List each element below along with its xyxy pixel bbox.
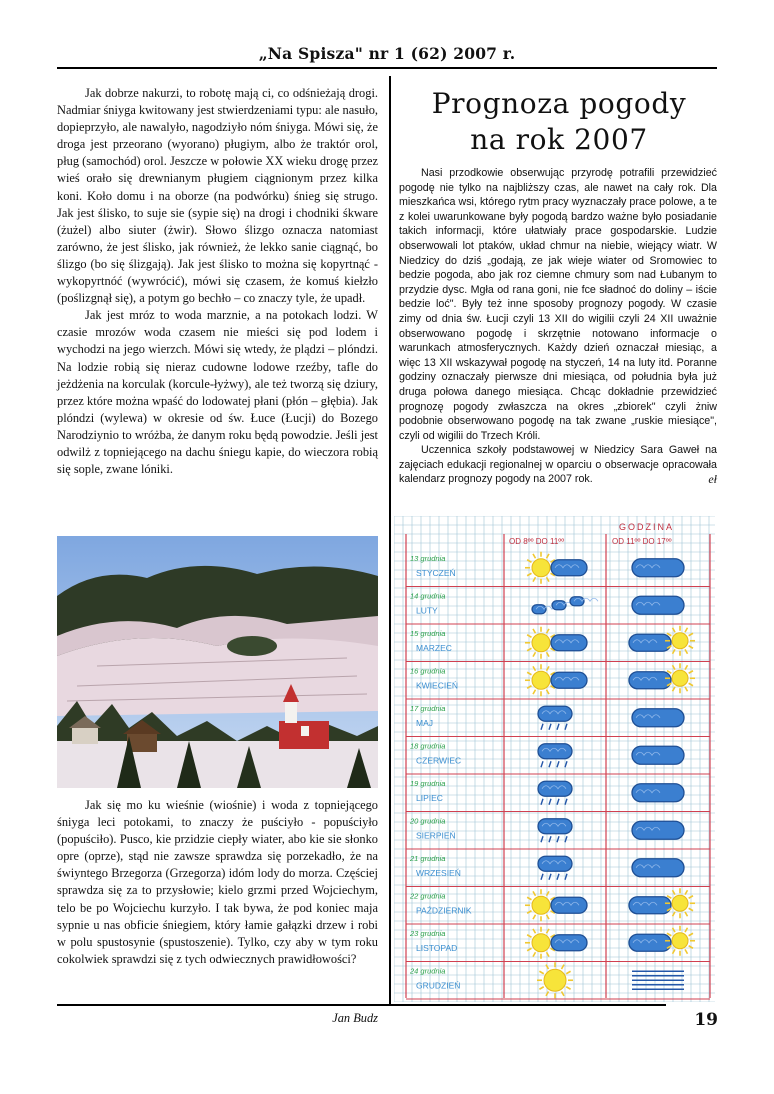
weather-cloud-icon [632, 559, 684, 577]
header-rule [57, 67, 717, 69]
calendar-month-label: MAJ [416, 718, 433, 728]
weather-cloud-icon [632, 746, 684, 764]
title-line-1: Prognoza pogody [431, 87, 687, 120]
weather-cloud-icon [632, 859, 684, 877]
weather-cloud-icon [632, 784, 684, 802]
right-article [399, 166, 717, 487]
calendar-date-label: 17 grudnia [410, 704, 446, 713]
calendar-date-label: 19 grudnia [410, 779, 446, 788]
weather-calendar-grid [394, 516, 715, 1002]
paragraph: Jak jest mróz to woda marznie, a na potokach lodzi. W czasie mrozów woda czasem nie mieści się pod lodem i wychodzi na jego wierzch. Mówi się wtedy, że plądzi – plóndzi. Na lodzie robią się nieraz cudowne lodowe rzeźby, tafle do jeżdżenia na korculak (korcule-łyżwy), ale też tworzą się dziury, przez które można wpaść do lodowatej płani (płón – głębia). Jak plóndzi (wylewa) w okresie od św. Łuce (Łucji) do Bozego Narodziynio to wróżba, że danym roku będą powodzie. Jeśli jest odwilż z topniejącego na dachu śniegu kapie, do wieczora robią się sople, zwane lóniki. [57, 308, 378, 477]
paragraph: Jak się mo ku wieśnie (wiośnie) i woda z topniejącego śniyga leci potokami, to znaczy że puściyło - popuściyło (popuściło). Pusco, kie przidzie ciepły wiater, abo kie sie słonko opre (oprze), stąd nie zawsze sprawdza się porzekadło, że na świyntego Brzegorza (Grzegorza) idóm lody do morza. Częściej sprawdza się za to przysłowie; kielo grzmi przed Wojciechym, telo be po Wojciechu kurzyło. I tak bywa, że pod koniec maja sypnie u nas obficie śniegiem, który łamie gałązki drzew i robi w polu spustosynie (spustoszenie). Tylko, czy aby w tym roku cokolwiek sprawdzi się z tych odwiecznych prawidłowości? [57, 798, 378, 966]
calendar-month-label: STYCZEŃ [416, 568, 456, 578]
paragraph-text: Uczennica szkoły podstawowej w Niedzicy Sara Gaweł na zajęciach edukacji regionalnej w oparciu o obserwacje opracowała kalendarz prognozy pogody na 2007 rok. [399, 444, 717, 486]
calendar-date-label: 20 grudnia [410, 816, 446, 826]
weather-cloud-icon [632, 821, 684, 839]
calendar-month-label: CZERWIEC [416, 755, 462, 766]
calendar-date-label: 18 grudnia [410, 741, 446, 751]
page-number: 19 [694, 1010, 718, 1030]
winter-village-photo [57, 536, 378, 788]
calendar-header-label: GODZINA [619, 522, 675, 532]
calendar-month-label: MARZEC [416, 643, 452, 653]
calendar-month-label: SIERPIEŃ [416, 830, 456, 841]
paragraph: Jak dobrze nakurzi, to robotę mają ci, co odśnieżają drogi. Nadmiar śniyga kwitowany jest stwierdzeniami typu: ale nasuło, dopieprzyło, ale nawalyło, nagodziyło nóm śniyga. Mówi się, że droga jest przeorano (wyorano) pługiym, albo że traktór orol, pług (samochód) orol. Jeszcze w połowie XX wieku drogę przez wieś orało się drewnianym pługiem ciągnionym przez kilka koni. Koło domu i na oborze (na podwórku) śnieg się strugo. Jak jest ślisko, to suje sie (sypie się) na drogi i chodniki śkware (żużel) albo siuter (żwir). Słowo ślizgo oznacza natomiast zarówno, że jest ślisko, jak również, że lekko sanie ciągnąć, bo ślizgo (bo się ślizgają). Jak jest ślisko to można się kopyrtnąć - wykopyrtnóć (wywrócić), mówi się czasem, że komuś kiełzło (poślizgnął się), a potym go bechło – co znaczy tyle, że upadł. [57, 86, 378, 306]
calendar-date-label: 13 grudnia [410, 554, 446, 563]
calendar-date-label: 16 grudnia [410, 666, 446, 676]
column-divider [389, 76, 391, 1004]
calendar-date-label: 24 grudnia [410, 966, 446, 976]
calendar-month-label: GRUDZIEŃ [416, 980, 461, 991]
paragraph [399, 443, 717, 487]
calendar-col1-label: OD 8ºº DO 11ºº [509, 537, 565, 546]
article-title [392, 86, 726, 158]
calendar-date-label: 22 grudnia [410, 891, 446, 901]
weather-cloud-icon [632, 709, 684, 727]
weather-calendar [394, 516, 715, 1002]
calendar-date-label: 21 grudnia [410, 854, 446, 863]
left-article-top [57, 85, 378, 478]
calendar-month-label: LISTOPAD [416, 943, 458, 953]
calendar-date-label: 14 grudnia [410, 591, 446, 601]
journal-title: „Na Spisza" nr 1 (62) 2007 r. [258, 44, 516, 63]
left-article-bottom [57, 797, 378, 968]
footer-rule [57, 1004, 666, 1006]
calendar-date-label: 23 grudnia [410, 929, 446, 938]
paragraph: Nasi przodkowie obserwując przyrodę potrafili przewidzieć pogodę nie tylko na najbliższy czas, ale nawet na cały rok. Dla mieszkańca wsi, którego rytm pracy wyznaczały prace polowe, a te z kolei uwarunkowane były pogodą bardzo ważne było posiadanie takich informacji, które ułatwiały prace gospodarskie. Ludzie obserwowali lot ptaków, układ chmur na niebie, wiejący wiatr. W Niedzicy do dziś „godają, ze jak wieje wiater od Sromowiec to bedzie pogoda, abo jak roz ciemne chmury som nad Łubanym to przydzie dysc. Mgła od rana goni, nie fce sładnoć do doliny – iście bedzie loć". Były też inne sposoby prognozy pogody. W czasie zimy od dnia św. Łucji czyli 13 XII do wigilii czyli 24 XII uważnie obserwowano pogodę i skrzętnie notowano informacje o warunkach atmosferycznych. Każdy dzień oznaczał miesiąc, a więc 13 XII wskazywał pogodę na styczeń, 14 na luty itd. Poranne godziny oznaczały pierwsze dni miesiąca, od południa była już druga połowa danego miesiąca. Chcąc dokładnie przewidzieć prognozę pogody zwłaszcza na okres „zbiorek" czyli żniw podobnie obserwowano pogodę na tak zwane „ruskie miesiące", czyli od wigilii do Trzech Króli. [399, 167, 717, 442]
title-line-2: na rok 2007 [470, 123, 648, 156]
weather-cloud-icon [632, 596, 684, 614]
calendar-month-label: LIPIEC [416, 793, 443, 803]
calendar-col2-label: OD 11ºº DO 17ºº [612, 537, 672, 546]
calendar-month-label: WRZESIEŃ [416, 868, 461, 878]
calendar-month-label: LUTY [416, 605, 438, 616]
calendar-month-label: PAŹDZIERNIK [416, 905, 472, 916]
article-signature: eł [708, 472, 717, 487]
author-signature: Jan Budz [332, 1011, 378, 1025]
calendar-date-label: 15 grudnia [410, 629, 446, 638]
calendar-month-label: KWIECIEŃ [416, 680, 459, 691]
photo-illustration [57, 536, 378, 788]
